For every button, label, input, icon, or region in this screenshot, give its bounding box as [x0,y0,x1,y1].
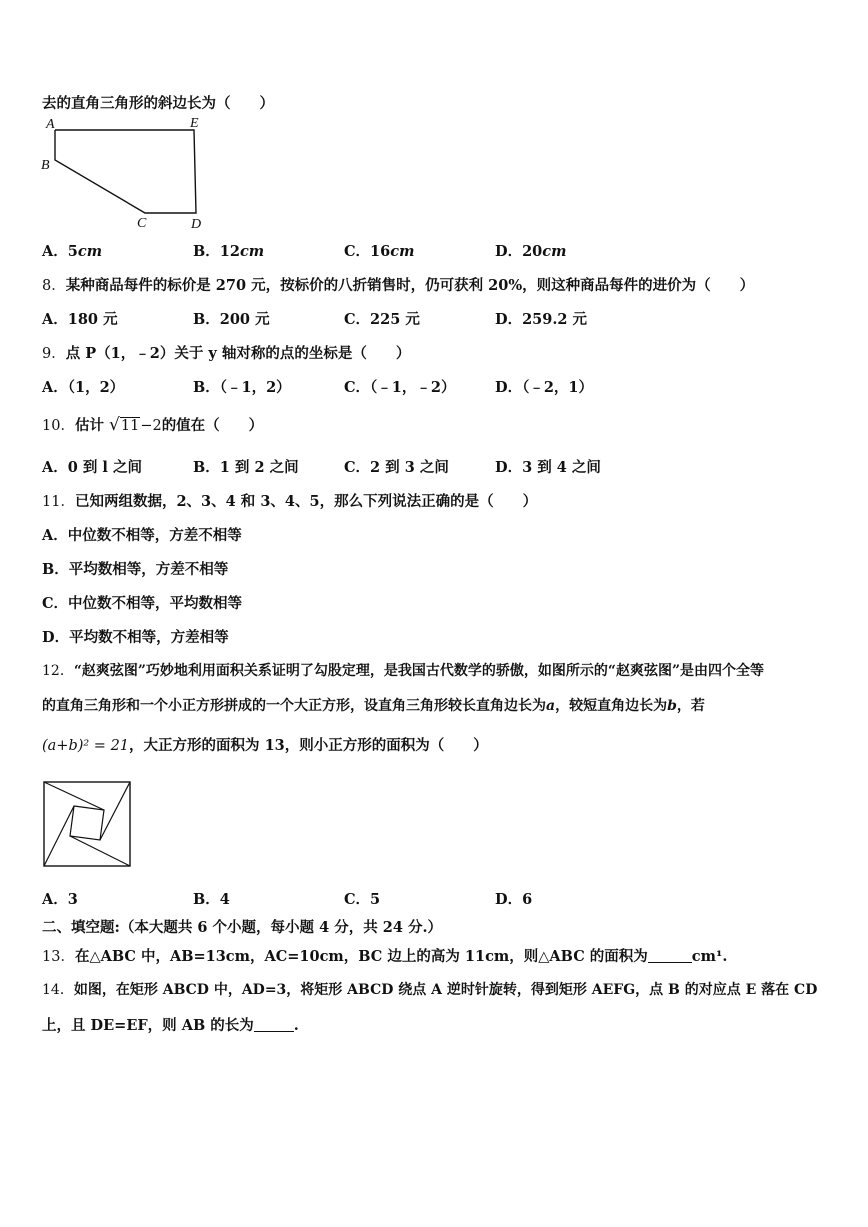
q14-number: 14． [42,982,74,998]
zhao-shuang-diagram [42,780,134,870]
q7-option-c[interactable]: C．16cm [344,243,415,260]
q10-option-c[interactable]: C．2 到 3 之间 [344,459,449,476]
q9-number: 9． [42,346,66,362]
q13-number: 13． [42,949,75,965]
label-D: D [191,217,202,232]
q7-option-d[interactable]: D．20cm [495,243,567,260]
q8-stem: 8．某种商品每件的标价是 270 元，按标价的八折销售时，仍可获利 20%，则这种商品每件的进价为（ ） [42,277,755,294]
label-B: B [41,158,50,173]
q12-option-d[interactable]: D．6 [495,891,533,908]
q9-option-d[interactable]: D．（﹣2，1） [495,379,594,396]
q12-option-b[interactable]: B．4 [193,891,230,908]
q12-number: 12． [42,663,74,679]
q8-option-c[interactable]: C．225 元 [344,311,420,328]
q12-option-c[interactable]: C．5 [344,891,381,908]
q13-stem: 13．在△ABC 中，AB=13cm，AC=10cm，BC 边上的高为 11cm，则△ABC 的面积为 cm¹. [42,948,728,965]
q11-option-a[interactable]: A．中位数不相等，方差不相等 [42,527,242,544]
q8-option-a[interactable]: A．180 元 [42,311,118,328]
section-2-title: 二、填空题:（本大题共 6 个小题，每小题 4 分，共 24 分.） [42,919,443,936]
q11-option-d[interactable]: D．平均数不相等，方差相等 [42,629,229,646]
label-C: C [137,216,147,231]
q12-option-a[interactable]: A．3 [42,891,78,908]
q11-stem: 11．已知两组数据，2、3、4 和 3、4、5，那么下列说法正确的是（ ） [42,493,538,510]
q10-number: 10． [42,418,75,434]
q7-stem-tail: 去的直角三角形的斜边长为（ ） [42,95,274,112]
q11-number: 11． [42,494,75,510]
label-A: A [46,117,55,132]
q11-option-c[interactable]: C．中位数不相等，平均数相等 [42,595,243,612]
q14-line-2: 上，且 DE=EF，则 AB 的长为 . [42,1017,299,1034]
q10-option-a[interactable]: A．0 到 l 之间 [42,459,142,476]
q7-option-b[interactable]: B．12cm [193,243,265,260]
q12-formula: (a+b)² = 21 [42,738,130,754]
q8-option-b[interactable]: B．200 元 [193,311,270,328]
q9-option-c[interactable]: C．（﹣1，﹣2） [344,379,456,396]
q12-line-3: (a+b)² = 21，大正方形的面积为 13，则小正方形的面积为（ ） [42,737,488,754]
q9-option-b[interactable]: B．（﹣1，2） [193,379,291,396]
q12-line-2: 的直角三角形和一个小正方形拼成的一个大正方形，设直角三角形较长直角边长为a，较短直角边长为b，若 [42,698,705,714]
q10-option-d[interactable]: D．3 到 4 之间 [495,459,601,476]
q10-option-b[interactable]: B．1 到 2 之间 [193,459,299,476]
q13-answer-blank[interactable] [648,948,692,963]
q14-answer-blank[interactable] [254,1017,294,1032]
q12-line-1: 12．“赵爽弦图”巧妙地利用面积关系证明了勾股定理，是我国古代数学的骄傲，如图所示的“赵爽弦图”是由四个全等 [42,663,765,679]
q9-stem: 9．点 P（1，﹣2）关于 y 轴对称的点的坐标是（ ） [42,345,411,362]
q11-option-b[interactable]: B．平均数相等，方差不相等 [42,561,229,578]
q10-stem: 10．估计 √11−2的值在（ ） [42,415,264,435]
q7-option-a[interactable]: A．5cm [42,243,103,260]
q14-line-1: 14．如图，在矩形 ABCD 中，AD=3，将矩形 ABCD 绕点 A 逆时针旋转，得到矩形 AEFG，点 B 的对应点 E 落在 CD [42,982,818,998]
sqrt-expression: √11 [109,415,140,435]
q8-option-d[interactable]: D．259.2 元 [495,311,588,328]
label-E: E [190,116,199,131]
q7-pentagon-figure [40,116,210,231]
q8-number: 8． [42,278,66,294]
q9-option-a[interactable]: A．（1，2） [42,379,125,396]
